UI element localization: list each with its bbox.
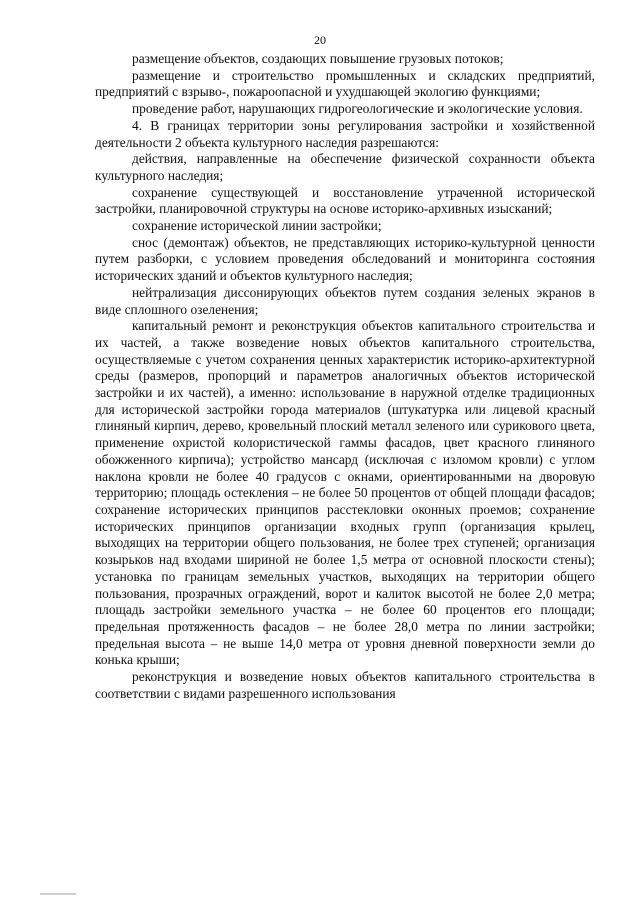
- paragraph: капитальный ремонт и реконструкция объектов капитального строительства и их частей, а также возведение новых объектов капитального строительства, осуществляемые с учетом сохранения ценных характеристик историко-архитектурной среды (размеров, пропорций и параметров аналогичных объектов исторической застройки и их частей), а именно: использование в наружной отделке традиционных для исторической застройки города материалов (штукатурка или лицевой красный глиняный кирпич, дерево, кровельный плоский металл зеленого или сурикового цвета, применение охристой колористической гаммы фасадов, цвет красного глиняного обожженного кирпича); устройство мансард (исключая с изломом кровли) с углом наклона кровли не более 40 градусов с окнами, ориентированными на дворовую территорию; площадь остекления – не более 50 процентов от общей площади фасадов; сохранение исторических принципов расстекловки оконных проемов; сохранение исторических принципов организации входных групп (организация крылец, выходящих на территории общего пользования, не более трех ступеней; организация козырьков над входами шириной не более 1,5 метра от основной плоскости стены); установка по границам земельных участков, выходящих на территории общего пользования, прозрачных ограждений, ворот и калиток высотой не более 2,0 метра; площадь застройки земельного участка – не более 60 процентов его площади; предельная протяженность фасадов – не более 28,0 метра по линии застройки; предельная высота – не выше 14,0 метра от уровня дневной поверхности земли до конька крыши;: [95, 318, 595, 668]
- paragraph: сохранение исторической линии застройки;: [132, 218, 382, 234]
- body-text: [95, 51, 595, 702]
- paragraph: размещение и строительство промышленных и складских предприятий, предприятий с взрыво-, пожароопасной и ухудшающей экологию функциями;: [95, 67, 595, 100]
- paragraph: 4. В границах территории зоны регулирования застройки и хозяйственной деятельности 2 объекта культурного наследия разрешаются:: [95, 117, 595, 150]
- paragraph: сохранение существующей и восстановление утраченной исторической застройки, планировочной структуры на основе историко-архивных изысканий;: [95, 184, 595, 217]
- paragraph: проведение работ, нарушающих гидрогеологические и экологические условия.: [132, 101, 583, 117]
- paragraph: нейтрализация диссонирующих объектов путем создания зеленых экранов в виде сплошного озеленения;: [95, 284, 595, 317]
- paragraph: действия, направленные на обеспечение физической сохранности объекта культурного наследия;: [95, 151, 595, 183]
- paragraph: реконструкция и возведение новых объектов капитального строительства в соответствии с видами разрешенного использования: [95, 669, 595, 701]
- paragraph: снос (демонтаж) объектов, не представляющих историко-культурной ценности путем разборки, с условием проведения обследований и мониторинга состояния исторических зданий и объектов культурного наследия;: [95, 234, 595, 284]
- scan-mark: [40, 893, 76, 895]
- page-number: 20: [314, 33, 326, 47]
- paragraph: размещение объектов, создающих повышение грузовых потоков;: [132, 51, 504, 66]
